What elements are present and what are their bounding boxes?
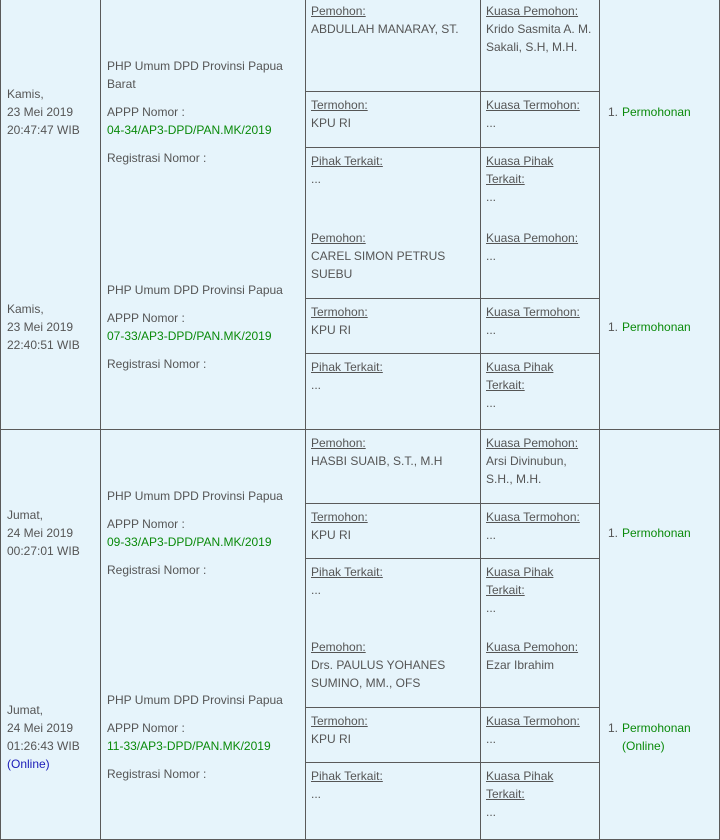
registrasi-label: Registrasi Nomor : [107, 151, 207, 165]
status-cell [600, 0, 720, 227]
text-line [486, 730, 594, 748]
perkara-cell [101, 634, 306, 840]
termohon-value: KPU RI [311, 528, 352, 542]
text-line [311, 358, 475, 376]
kuasa-pihak-terkait-label[interactable]: Kuasa Pihak Terkait: [486, 360, 554, 392]
appp-label: APPP Nomor : [107, 311, 185, 325]
pihak-terkait-value: ... [311, 583, 322, 597]
termohon-value: KPU RI [311, 116, 352, 130]
text-line [486, 2, 594, 20]
text-line [486, 638, 594, 656]
perkara-cell [101, 225, 306, 430]
pemohon-label[interactable]: Pemohon: [311, 640, 366, 654]
appp-number: 09-33/AP3-DPD/PAN.MK/2019 [107, 534, 272, 549]
spacer [107, 93, 299, 103]
text-line [7, 737, 94, 755]
status-number: 1. [608, 525, 619, 540]
kuasa-termohon-cell [481, 504, 600, 559]
kuasa-pemohon-cell [481, 0, 600, 92]
status-link[interactable]: Permohonan [622, 320, 691, 334]
text-line [107, 121, 299, 139]
kuasa-pihak-terkait-value: ... [486, 805, 497, 819]
date-cell [0, 225, 101, 430]
text-line [7, 701, 94, 719]
date-day: Kamis, [7, 87, 44, 101]
kuasa-pemohon-cell [481, 225, 600, 299]
registrasi-label: Registrasi Nomor : [107, 766, 207, 781]
pihak-terkait-value: ... [311, 172, 322, 186]
kuasa-termohon-value: ... [486, 323, 497, 337]
date-day: Kamis, [7, 302, 44, 316]
date-cell [0, 430, 101, 636]
termohon-cell [306, 92, 481, 148]
text-line [107, 561, 299, 579]
text-line [311, 581, 475, 599]
pihak-terkait-cell [306, 148, 481, 227]
appp-label: APPP Nomor : [107, 105, 185, 119]
date-time: 22:40:51 WIB [7, 338, 80, 352]
text-line [486, 96, 594, 114]
text-line [311, 321, 475, 339]
text-line [486, 114, 594, 132]
text-line [311, 638, 475, 656]
text-line [311, 712, 475, 730]
kuasa-pemohon-label[interactable]: Kuasa Pemohon: [486, 436, 579, 450]
text-line [107, 327, 299, 345]
perkara-cell [101, 0, 306, 227]
termohon-label[interactable]: Termohon: [311, 714, 368, 728]
status-cell [600, 225, 720, 430]
text-line [311, 96, 475, 114]
text-line [7, 755, 94, 773]
text-line [311, 730, 475, 748]
kuasa-pemohon-label[interactable]: Kuasa Pemohon: [486, 640, 579, 654]
status-text [622, 103, 691, 121]
text-line [486, 152, 594, 188]
kuasa-pemohon-label[interactable]: Kuasa Pemohon: [486, 4, 579, 18]
status-line [608, 318, 719, 336]
termohon-value: KPU RI [311, 323, 352, 337]
kuasa-termohon-value: ... [486, 528, 497, 542]
kuasa-pihak-terkait-value: ... [486, 190, 497, 204]
text-line [311, 563, 475, 581]
spacer [107, 299, 299, 309]
status-link[interactable]: Permohonan [622, 105, 691, 119]
text-line [107, 355, 299, 373]
text-line [486, 712, 594, 730]
kuasa-termohon-label[interactable]: Kuasa Termohon: [486, 714, 580, 728]
text-line [7, 85, 94, 103]
registrasi-label: Registrasi Nomor : [107, 562, 207, 577]
text-line [486, 247, 594, 265]
kuasa-termohon-value: ... [486, 732, 497, 746]
text-line [107, 719, 299, 737]
spacer [107, 709, 299, 719]
pemohon-value: HASBI SUAIB, S.T., M.H [311, 454, 443, 468]
text-line [622, 103, 691, 121]
kuasa-pemohon-cell [481, 430, 600, 504]
text-line [107, 487, 299, 505]
perkara-name: PHP Umum DPD Provinsi Papua [107, 488, 283, 503]
text-line [486, 303, 594, 321]
appp-number: 11-33/AP3-DPD/PAN.MK/2019 [107, 738, 271, 753]
text-line [486, 434, 594, 452]
pemohon-label[interactable]: Pemohon: [311, 4, 366, 18]
text-line [486, 767, 594, 803]
termohon-label[interactable]: Termohon: [311, 305, 368, 319]
text-line [486, 188, 594, 206]
pihak-terkait-value: ... [311, 378, 322, 392]
appp-number: 07-33/AP3-DPD/PAN.MK/2019 [107, 329, 272, 343]
status-link[interactable]: Permohonan [622, 720, 691, 735]
text-line [311, 247, 475, 283]
text-line [311, 303, 475, 321]
kuasa-pihak-terkait-value: ... [486, 601, 497, 615]
pemohon-cell [306, 0, 481, 92]
text-line [311, 170, 475, 188]
pihak-terkait-cell [306, 354, 481, 430]
date-time: 20:47:47 WIB [7, 123, 80, 137]
pemohon-cell [306, 430, 481, 504]
text-line [311, 526, 475, 544]
kuasa-pihak-terkait-label[interactable]: Kuasa Pihak Terkait: [486, 565, 554, 597]
appp-label: APPP Nomor : [107, 516, 185, 531]
spacer [107, 139, 299, 149]
text-line [311, 376, 475, 394]
text-line [622, 318, 691, 336]
perkara-name: PHP Umum DPD Provinsi Papua [107, 283, 283, 297]
kuasa-pemohon-value: Ezar Ibrahim [486, 658, 555, 672]
pemohon-label[interactable]: Pemohon: [311, 436, 366, 450]
text-line [7, 524, 94, 542]
perkara-name: PHP Umum DPD Provinsi Papua [107, 692, 283, 707]
text-line [7, 542, 94, 560]
date-date: 23 Mei 2019 [7, 105, 74, 119]
text-line [107, 533, 299, 551]
pihak-terkait-cell [306, 763, 481, 840]
text-line [107, 691, 299, 709]
text-line [311, 2, 475, 20]
status-number: 1. [608, 105, 619, 119]
text-line [311, 152, 475, 170]
pihak-terkait-cell [306, 559, 481, 636]
kuasa-pihak-terkait-cell [481, 148, 600, 227]
date-date: 24 Mei 2019 [7, 525, 74, 540]
text-line [107, 149, 299, 167]
pemohon-value: Drs. PAULUS YOHANES SUMINO, MM., OFS [311, 658, 446, 690]
kuasa-termohon-label[interactable]: Kuasa Termohon: [486, 305, 580, 319]
text-line [7, 121, 94, 139]
text-line [486, 508, 594, 526]
spacer [107, 755, 299, 765]
status-line [608, 524, 719, 542]
pemohon-value: CAREL SIMON PETRUS SUEBU [311, 249, 446, 281]
kuasa-pihak-terkait-label[interactable]: Kuasa Pihak Terkait: [486, 154, 554, 186]
pihak-terkait-label[interactable]: Pihak Terkait: [311, 360, 383, 374]
pemohon-cell [306, 634, 481, 708]
status-line [608, 103, 719, 121]
text-line [107, 281, 299, 299]
date-day: Jumat, [7, 702, 44, 717]
text-line [311, 434, 475, 452]
status-text [622, 524, 691, 542]
kuasa-pemohon-cell [481, 634, 600, 708]
date-time: 01:26:43 WIB [7, 738, 80, 753]
kuasa-termohon-cell [481, 92, 600, 148]
date-date: 24 Mei 2019 [7, 720, 74, 735]
text-line [7, 103, 94, 121]
registrasi-label: Registrasi Nomor : [107, 357, 207, 371]
kuasa-termohon-label[interactable]: Kuasa Termohon: [486, 510, 580, 524]
text-line [107, 515, 299, 533]
pemohon-value: ABDULLAH MANARAY, ST. [311, 22, 459, 36]
text-line [486, 803, 594, 821]
text-line [486, 656, 594, 674]
appp-label: APPP Nomor : [107, 720, 185, 735]
date-cell [0, 0, 101, 227]
kuasa-pihak-terkait-cell [481, 559, 600, 636]
text-line [622, 719, 691, 737]
pihak-terkait-label[interactable]: Pihak Terkait: [311, 565, 383, 579]
status-number: 1. [608, 720, 619, 735]
kuasa-termohon-cell [481, 708, 600, 763]
text-line [7, 336, 94, 354]
kuasa-pihak-terkait-cell [481, 354, 600, 430]
termohon-cell [306, 708, 481, 763]
text-line [7, 506, 94, 524]
termohon-cell [306, 504, 481, 559]
perkara-cell [101, 430, 306, 636]
text-line [486, 599, 594, 617]
text-line [311, 508, 475, 526]
text-line [311, 785, 475, 803]
status-link[interactable]: Permohonan [622, 525, 691, 540]
text-line [486, 358, 594, 394]
text-line [7, 719, 94, 737]
kuasa-pemohon-value: Arsi Divinubun, S.H., M.H. [486, 454, 567, 486]
termohon-cell [306, 299, 481, 354]
termohon-value: KPU RI [311, 732, 352, 746]
pihak-terkait-label[interactable]: Pihak Terkait: [311, 154, 383, 168]
text-line [486, 321, 594, 339]
kuasa-pemohon-value: Krido Sasmita A. M. Sakali, S.H, M.H. [486, 22, 592, 54]
text-line [311, 114, 475, 132]
text-line [622, 737, 691, 755]
text-line [107, 103, 299, 121]
perkara-name: PHP Umum DPD Provinsi Papua Barat [107, 59, 283, 91]
date-date: 23 Mei 2019 [7, 320, 74, 334]
text-line [7, 318, 94, 336]
status-text [622, 719, 691, 755]
text-line [311, 452, 475, 470]
appp-number: 04-34/AP3-DPD/PAN.MK/2019 [107, 123, 272, 137]
text-line [311, 229, 475, 247]
text-line [622, 524, 691, 542]
kuasa-pihak-terkait-value: ... [486, 396, 497, 410]
status-cell [600, 430, 720, 636]
status-cell [600, 634, 720, 840]
date-cell [0, 634, 101, 840]
text-line [107, 737, 299, 755]
termohon-label[interactable]: Termohon: [311, 98, 368, 112]
text-line [7, 300, 94, 318]
text-line [311, 20, 475, 38]
status-line [608, 719, 719, 755]
status-text [622, 318, 691, 336]
pemohon-cell [306, 225, 481, 299]
spacer [107, 551, 299, 561]
kuasa-termohon-label[interactable]: Kuasa Termohon: [486, 98, 580, 112]
kuasa-pemohon-value: ... [486, 249, 497, 263]
status-online: (Online) [622, 738, 665, 753]
date-day: Jumat, [7, 507, 44, 522]
text-line [486, 394, 594, 412]
text-line [486, 229, 594, 247]
text-line [107, 57, 299, 93]
date-time: 00:27:01 WIB [7, 543, 80, 558]
kuasa-pemohon-label[interactable]: Kuasa Pemohon: [486, 231, 579, 245]
kuasa-termohon-value: ... [486, 116, 497, 130]
kuasa-pihak-terkait-label[interactable]: Kuasa Pihak Terkait: [486, 769, 554, 801]
pihak-terkait-label[interactable]: Pihak Terkait: [311, 769, 383, 783]
termohon-label[interactable]: Termohon: [311, 510, 368, 524]
pihak-terkait-value: ... [311, 787, 322, 801]
text-line [107, 309, 299, 327]
kuasa-termohon-cell [481, 299, 600, 354]
text-line [486, 563, 594, 599]
text-line [486, 20, 594, 56]
online-badge: (Online) [7, 756, 50, 771]
text-line [311, 656, 475, 692]
text-line [107, 765, 299, 783]
pemohon-label[interactable]: Pemohon: [311, 231, 366, 245]
text-line [311, 767, 475, 785]
text-line [486, 452, 594, 488]
spacer [107, 505, 299, 515]
kuasa-pihak-terkait-cell [481, 763, 600, 840]
text-line [486, 526, 594, 544]
spacer [107, 345, 299, 355]
status-number: 1. [608, 320, 619, 334]
